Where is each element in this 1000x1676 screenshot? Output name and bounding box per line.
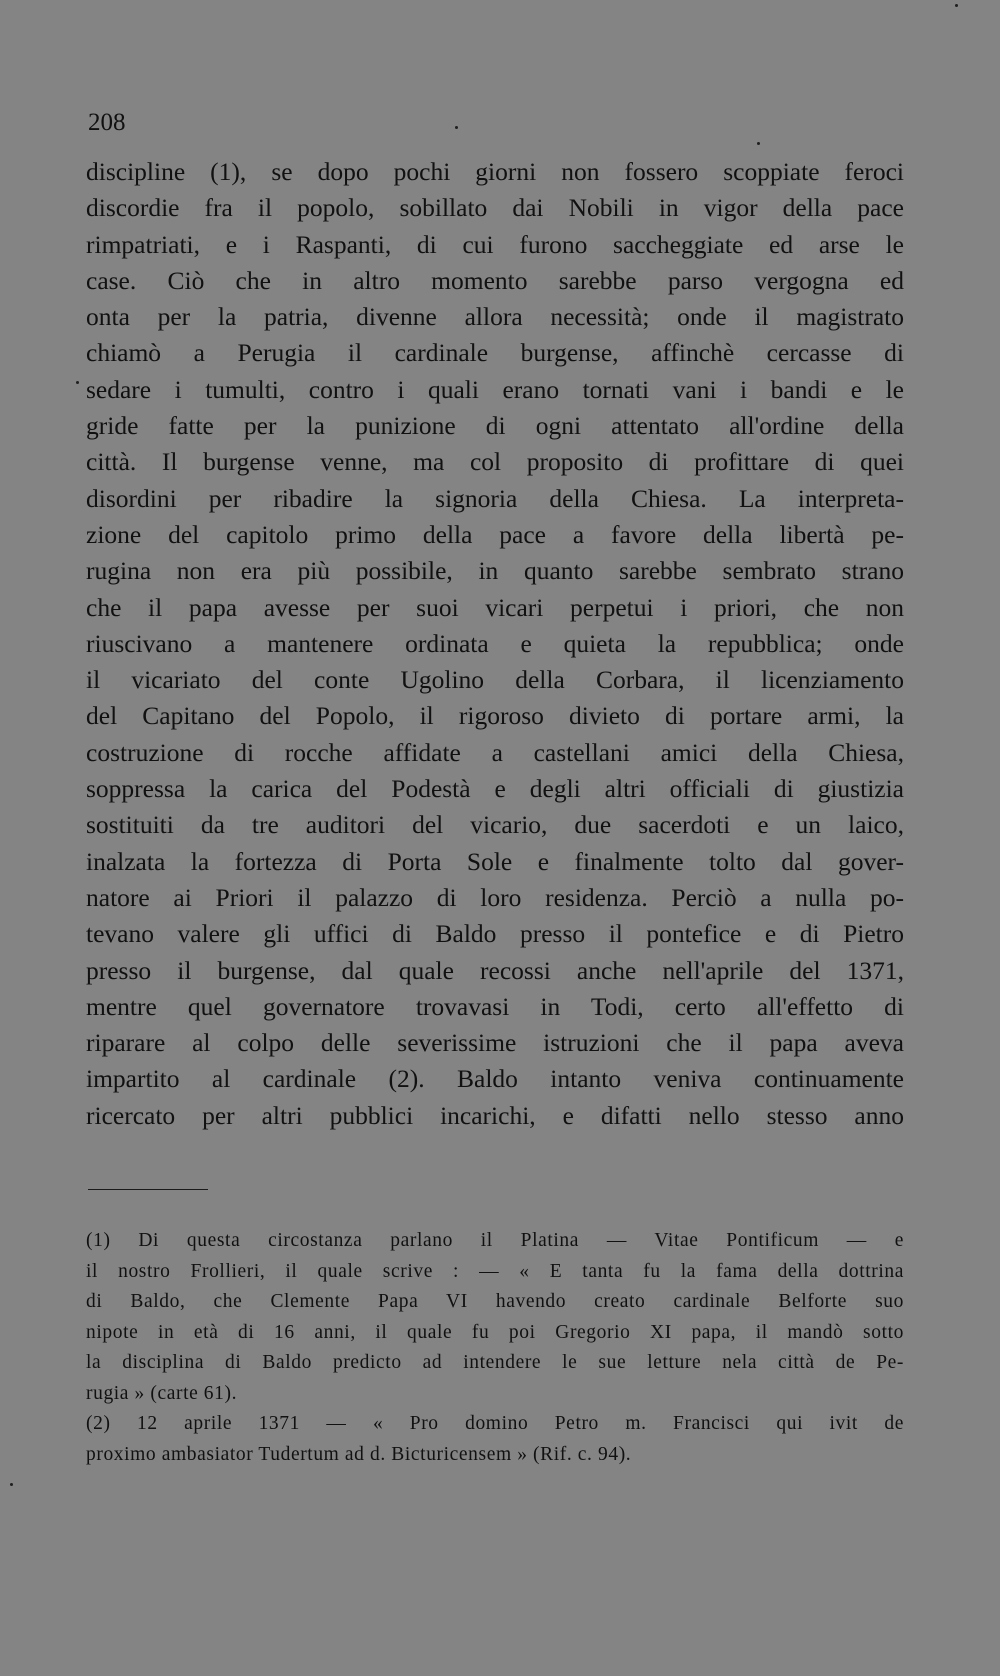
body-line: zione del capitolo primo della pace a favore della libertà pe- — [86, 519, 904, 549]
body-text — [86, 154, 904, 1134]
scan-speck — [757, 142, 760, 145]
body-line: presso il burgense, dal quale recossi anche nell'aprile del 1371, — [86, 955, 904, 985]
footnote-line: il nostro Frollieri, il quale scrive : — « E tanta fu la fama della dottrina — [86, 1260, 904, 1282]
body-line: inalzata la fortezza di Porta Sole e finalmente tolto dal gover- — [86, 846, 904, 876]
body-line: soppressa la carica del Podestà e degli altri officiali di giustizia — [86, 774, 904, 804]
body-line: mentre quel governatore trovavasi in Todi, certo all'effetto di — [86, 991, 904, 1021]
footnote-line: proximo ambasiator Tudertum ad d. Bicturicensem » (Rif. c. 94). — [86, 1443, 632, 1465]
footnote-line: di Baldo, che Clemente Papa VI havendo creato cardinale Belforte suo — [86, 1291, 904, 1312]
body-line: impartito al cardinale (2). Baldo intanto veniva continuamente — [86, 1064, 904, 1094]
scan-speck — [455, 126, 458, 129]
body-line: gride fatte per la punizione di ogni attentato all'ordine della — [86, 411, 904, 441]
body-line: del Capitano del Popolo, il rigoroso divieto di portare armi, la — [86, 701, 904, 731]
scan-speck — [10, 1483, 13, 1486]
page-number: 208 — [88, 109, 126, 136]
footnotes — [86, 1226, 904, 1470]
footnote-line: nipote in età di 16 anni, il quale fu poi Gregorio XI papa, il mandò sotto — [86, 1321, 904, 1343]
footnote-line: rugia » (carte 61). — [86, 1382, 238, 1404]
body-line: discipline (1), se dopo pochi giorni non fossero scoppiate feroci — [86, 157, 904, 186]
body-line: disordini per ribadire la signoria della Chiesa. La interpreta- — [86, 483, 904, 513]
body-line: onta per la patria, divenne allora necessità; onde il magistrato — [86, 302, 904, 332]
body-line: riparare al colpo delle severissime istruzioni che il papa aveva — [86, 1028, 904, 1058]
body-line: ricercato per altri pubblici incarichi, e difatti nello stesso anno — [86, 1100, 904, 1130]
body-line: il vicariato del conte Ugolino della Corbara, il licenziamento — [86, 665, 904, 695]
body-line: rugina non era più possibile, in quanto sarebbe sembrato strano — [86, 556, 904, 586]
body-line: discordie fra il popolo, sobillato dai Nobili in vigor della pace — [86, 193, 904, 223]
body-line: riuscivano a mantenere ordinata e quieta la repubblica; onde — [86, 628, 904, 658]
scan-speck — [76, 381, 79, 384]
footnote-line: (2) 12 aprile 1371 — « Pro domino Petro m. Francisci qui ivit de — [86, 1413, 904, 1434]
body-line: rimpatriati, e i Raspanti, di cui furono saccheggiate ed arse le — [86, 229, 904, 259]
body-line: chiamò a Perugia il cardinale burgense, affinchè cercasse di — [86, 338, 904, 368]
scan-speck — [955, 4, 958, 7]
footnote-line: la disciplina di Baldo predicto ad intendere le sue letture nela città de Pe- — [86, 1352, 904, 1373]
body-line: che il papa avesse per suoi vicari perpetui i priori, che non — [86, 592, 904, 622]
body-line: natore ai Priori il palazzo di loro residenza. Perciò a nulla po- — [86, 882, 904, 912]
footnote-line: (1) Di questa circostanza parlano il Platina — Vitae Pontificum — e — [86, 1230, 904, 1251]
body-line: costruzione di rocche affidate a castellani amici della Chiesa, — [86, 737, 904, 767]
footnote-separator — [88, 1189, 208, 1190]
body-line: sedare i tumulti, contro i quali erano tornati vani i bandi e le — [86, 374, 904, 404]
body-line: case. Ciò che in altro momento sarebbe parso vergogna ed — [86, 265, 904, 295]
body-line: città. Il burgense venne, ma col proposito di profittare di quei — [86, 447, 904, 477]
body-line: sostituiti da tre auditori del vicario, due sacerdoti e un laico, — [86, 810, 904, 840]
body-line: tevano valere gli uffici di Baldo presso il pontefice e di Pietro — [86, 919, 904, 949]
